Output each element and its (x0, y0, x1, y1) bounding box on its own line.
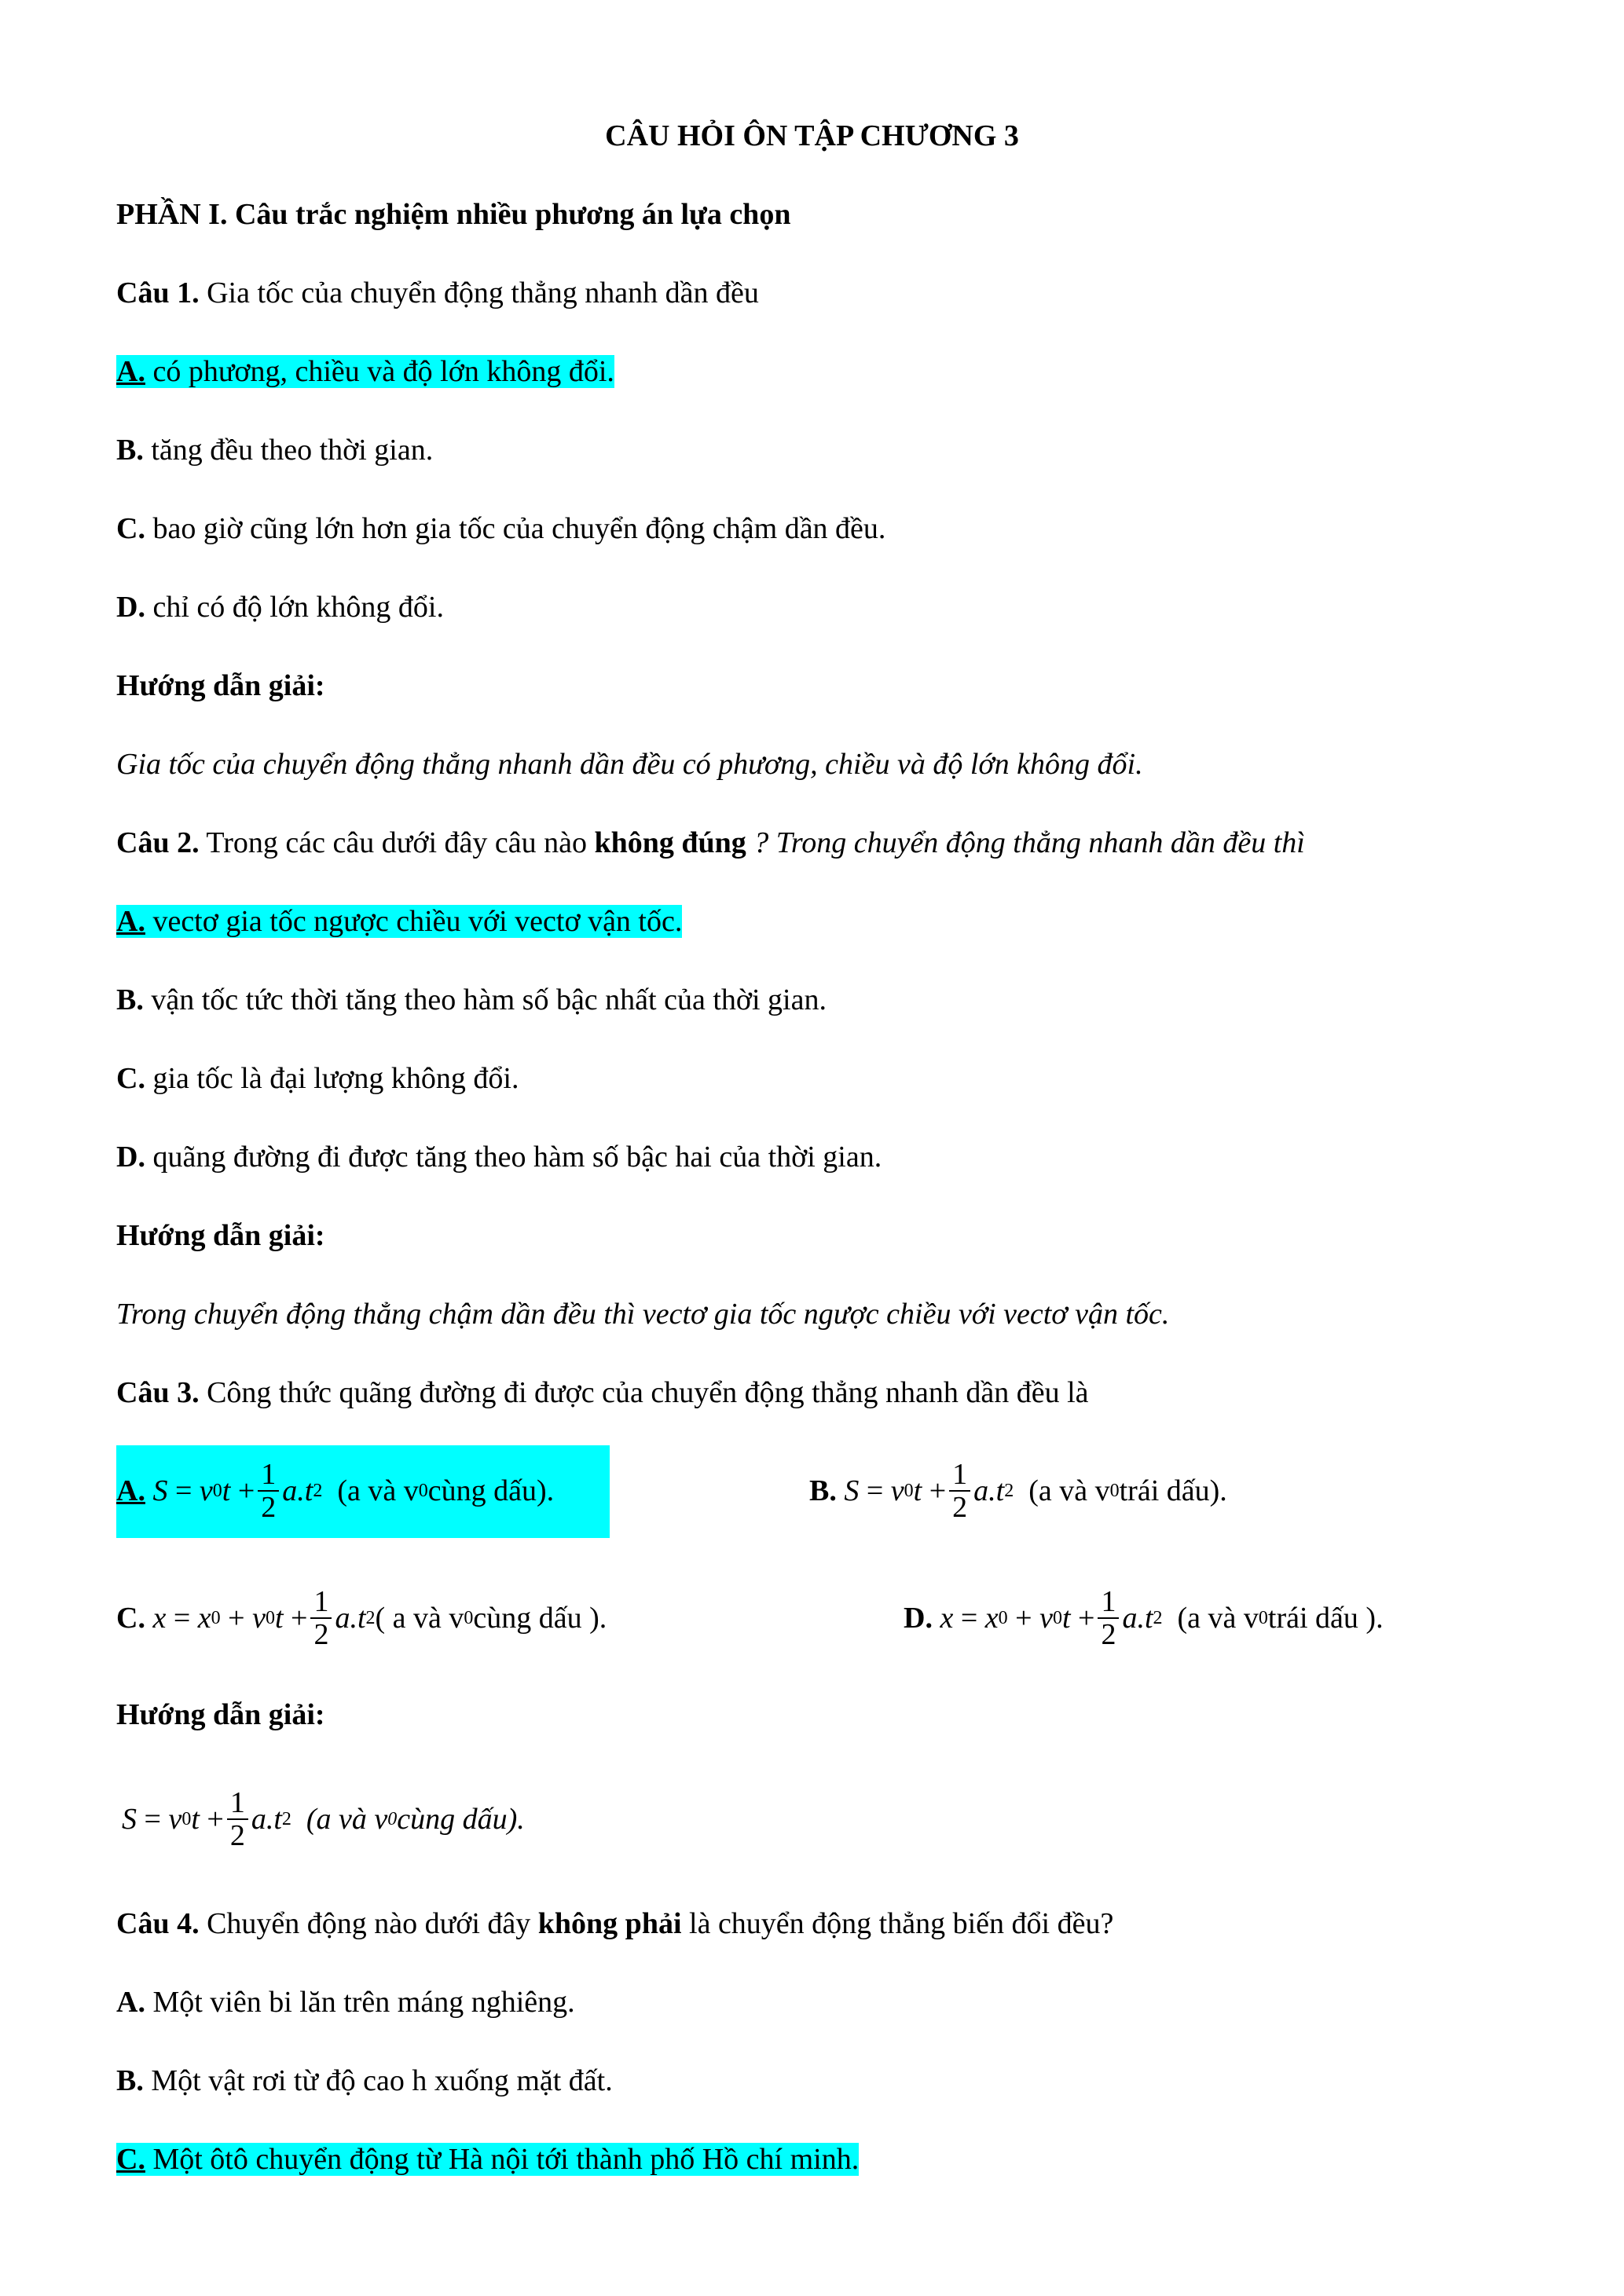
question-1: Câu 1. Gia tốc của chuyển động thẳng nhanh dần đều (116, 276, 759, 309)
q2-guide: Trong chuyển động thẳng chậm dần đều thì vectơ gia tốc ngược chiều với vectơ vận tốc. (116, 1298, 1170, 1331)
q3-option-a: A. S = v 0 t + $\frac{1}{2}$ a.t 2 (a và v 0 cùng dấu). (116, 1458, 555, 1524)
q3-option-c: C. x = x 0 + v 0 t + $\frac{1}{2}$ a.t 2 ( a và v 0 cùng dấu ). (116, 1585, 607, 1651)
q2-option-b: B. vận tốc tức thời tăng theo hàm số bậc nhất của thời gian. (116, 983, 827, 1016)
q2-option-d: D. quãng đường đi được tăng theo hàm số bậc hai của thời gian. (116, 1141, 882, 1174)
q3-guide: S = v 0 t + $\frac{1}{2}$ a.t 2 (a và v 0 cùng dấu). (122, 1786, 525, 1852)
q3-guide-heading: Hướng dẫn giải: (116, 1698, 325, 1731)
q2-guide-heading: Hướng dẫn giải: (116, 1219, 325, 1252)
q2-option-c: C. gia tốc là đại lượng không đổi. (116, 1062, 519, 1095)
q1-guide: Gia tốc của chuyển động thẳng nhanh dần đều có phương, chiều và độ lớn không đổi. (116, 748, 1143, 781)
question-4: Câu 4. Chuyển động nào dưới đây không phải là chuyển động thẳng biến đổi đều? (116, 1907, 1114, 1940)
q4-option-a: A. Một viên bi lăn trên máng nghiêng. (116, 1986, 575, 2019)
q3-option-b: B. S = v 0 t + $\frac{1}{2}$ a.t 2 (a và v 0 trái dấu). (809, 1458, 1227, 1524)
q1-guide-heading: Hướng dẫn giải: (116, 669, 325, 702)
q1-option-b: B. tăng đều theo thời gian. (116, 434, 434, 467)
q4-option-c: C. Một ôtô chuyển động từ Hà nội tới thành phố Hồ chí minh. (116, 2143, 860, 2176)
q1-option-c: C. bao giờ cũng lớn hơn gia tốc của chuyển động chậm dần đều. (116, 512, 886, 545)
question-2: Câu 2. Trong các câu dưới đây câu nào không đúng ? Trong chuyển động thẳng nhanh dần đều thì (116, 826, 1305, 859)
q2-option-a: A. vectơ gia tốc ngược chiều với vectơ vận tốc. (116, 905, 683, 938)
q4-option-b: B. Một vật rơi từ độ cao h xuống mặt đất. (116, 2064, 613, 2097)
q3-option-d: D. x = x 0 + v 0 t + $\frac{1}{2}$ a.t 2 (a và v 0 trái dấu ). (904, 1585, 1384, 1651)
q1-option-d: D. chỉ có độ lớn không đổi. (116, 591, 444, 624)
q1-option-a: A. có phương, chiều và độ lớn không đổi. (116, 355, 614, 388)
page-title: CÂU HỎI ÔN TẬP CHƯƠNG 3 (605, 119, 1019, 152)
part-heading: PHẦN I. Câu trắc nghiệm nhiều phương án lựa chọn (116, 198, 791, 231)
question-3: Câu 3. Công thức quãng đường đi được của chuyển động thẳng nhanh dần đều là (116, 1376, 1089, 1409)
